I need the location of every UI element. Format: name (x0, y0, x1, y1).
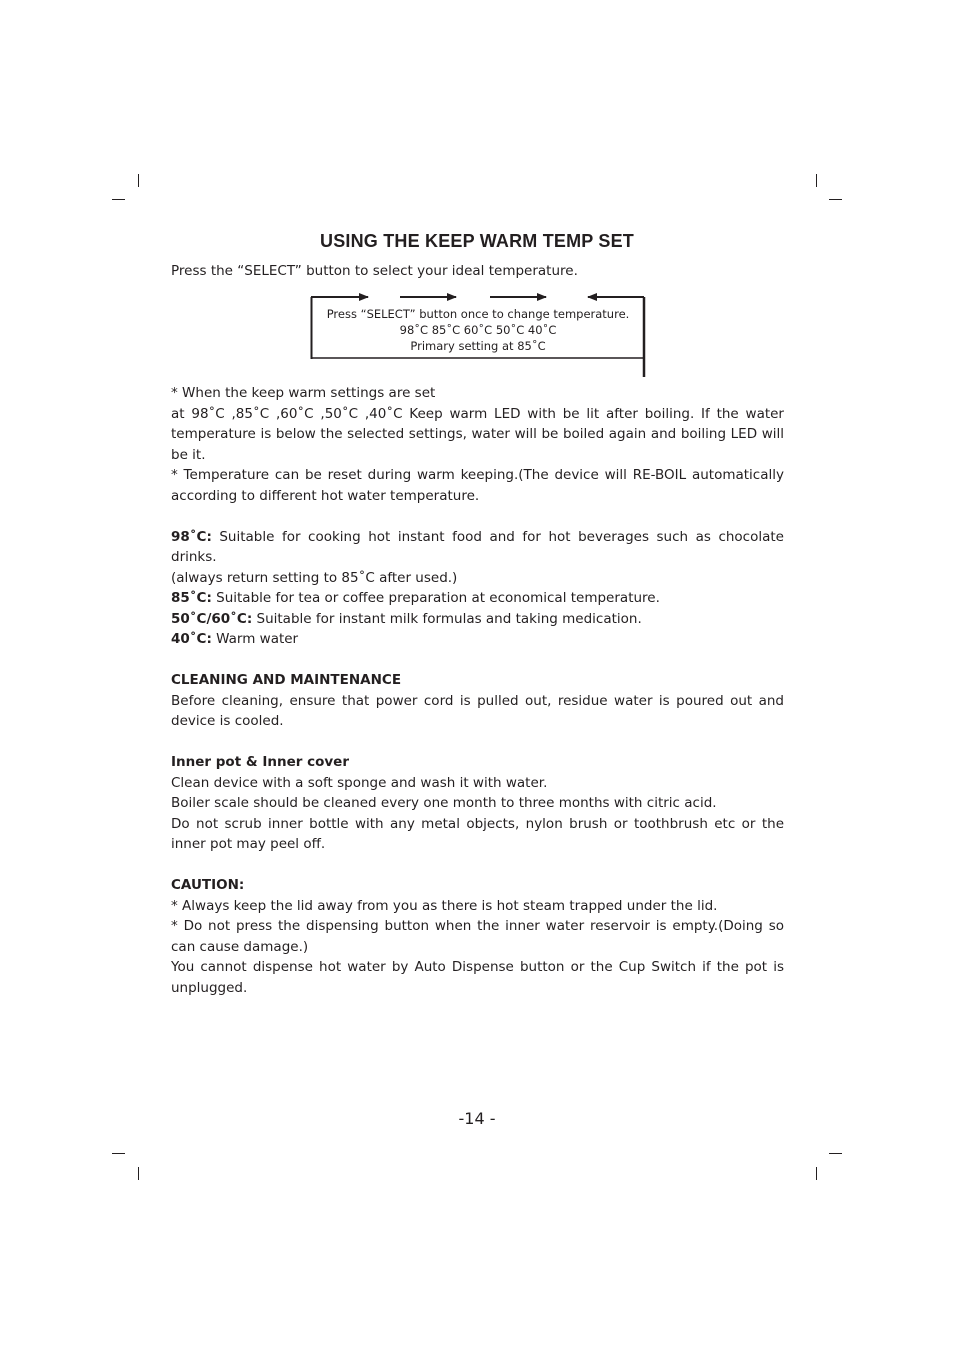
caution-line: * Do not press the dispensing button when the inner water reservoir is empty.(Doing so can cause damage.) (171, 918, 784, 955)
diagram-line-1: Press “SELECT” button once to change temperature. (326, 307, 630, 321)
settings-note-line: at 98˚C ,85˚C ,60˚C ,50˚C ,40˚C Keep warm LED with be lit after boiling. If the water temperature is below the selected settings, water will be boiled again and boiling LED will be it. (171, 405, 784, 463)
crop-mark (138, 174, 139, 187)
diagram-line-3: Primary setting at 85˚C (410, 339, 546, 353)
main-body (171, 383, 784, 998)
settings-note-line: * Temperature can be reset during warm keeping.(The device will RE-BOIL automatically according to different hot water temperature. (171, 467, 784, 504)
intro-text: Press the “SELECT” button to select your ideal temperature. (171, 263, 578, 279)
crop-mark (829, 1153, 842, 1154)
inner-pot-heading: Inner pot & Inner cover (171, 754, 349, 770)
inner-pot-line: Do not scrub inner bottle with any metal objects, nylon brush or toothbrush etc or the inner pot may peel off. (171, 815, 784, 852)
settings-note-line: * When the keep warm settings are set (171, 385, 436, 401)
caution-heading: CAUTION: (171, 877, 245, 893)
cleaning-text: Before cleaning, ensure that power cord is pulled out, residue water is poured out and device is cooled. (171, 692, 784, 729)
crop-mark (138, 1167, 139, 1180)
crop-mark (816, 174, 817, 187)
temp-item: 98˚C: Suitable for cooking hot instant food and for hot beverages such as chocolate drinks. (171, 528, 784, 565)
page-title: USING THE KEEP WARM TEMP SET (320, 231, 634, 251)
select-cycle-diagram (310, 289, 650, 381)
inner-pot-line: Boiler scale should be cleaned every one month to three months with citric acid. (171, 795, 717, 811)
cleaning-heading: CLEANING AND MAINTENANCE (171, 672, 402, 688)
temp-item: 40˚C: Warm water (171, 631, 299, 647)
crop-mark (816, 1167, 817, 1180)
page-number: -14 - (458, 1109, 496, 1128)
caution-line: You cannot dispense hot water by Auto Dispense button or the Cup Switch if the pot is unplugged. (171, 959, 784, 996)
temp-item: 85˚C: Suitable for tea or coffee preparation at economical temperature. (171, 590, 660, 606)
inner-pot-line: Clean device with a soft sponge and wash it with water. (171, 774, 548, 791)
crop-mark (112, 199, 125, 200)
caution-line: * Always keep the lid away from you as there is hot steam trapped under the lid. (171, 897, 718, 914)
temp-item: (always return setting to 85˚C after used.) (171, 569, 458, 586)
crop-mark (112, 1153, 125, 1154)
crop-mark (829, 199, 842, 200)
diagram-line-2: 98˚C 85˚C 60˚C 50˚C 40˚C (399, 323, 557, 337)
temp-item: 50˚C/60˚C: Suitable for instant milk formulas and taking medication. (171, 610, 642, 627)
